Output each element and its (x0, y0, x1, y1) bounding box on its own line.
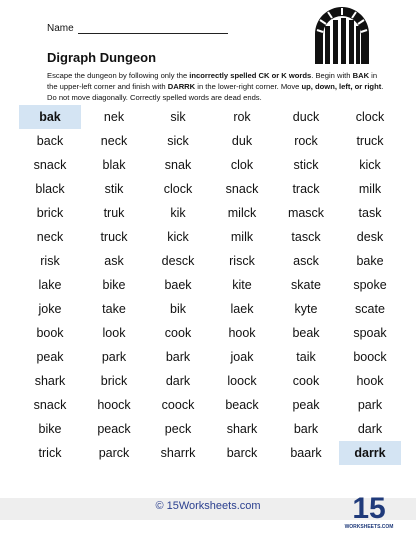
maze-word-cell[interactable]: clok (230, 158, 254, 172)
maze-word-cell[interactable]: stick (293, 158, 319, 172)
maze-word-cell[interactable]: brick (100, 374, 128, 388)
maze-word-cell[interactable]: truck (100, 230, 128, 244)
footer-copyright[interactable]: © 15Worksheets.com (155, 500, 261, 512)
maze-word-cell[interactable]: boock (353, 350, 387, 364)
maze-word-cell[interactable]: peack (97, 422, 131, 436)
maze-word-cell[interactable]: tasck (291, 230, 321, 244)
svg-text:WORKSHEETS.COM: WORKSHEETS.COM (344, 524, 394, 530)
maze-word-cell[interactable]: bark (165, 350, 191, 364)
maze-word-cell[interactable]: baek (164, 278, 192, 292)
maze-word-cell[interactable]: dark (357, 422, 383, 436)
maze-word-cell[interactable]: cook (292, 374, 320, 388)
maze-word-cell[interactable]: bark (293, 422, 319, 436)
maze-word-cell[interactable]: spoak (353, 326, 387, 340)
maze-word-cell[interactable]: book (36, 326, 64, 340)
maze-word-cell[interactable]: clock (355, 110, 385, 124)
maze-word-cell[interactable]: trick (38, 446, 62, 460)
name-input-line[interactable] (78, 23, 228, 34)
maze-word-cell[interactable]: snack (33, 158, 67, 172)
svg-text:15: 15 (352, 492, 386, 525)
maze-word-cell[interactable]: asck (293, 254, 319, 268)
maze-word-cell[interactable]: kik (170, 206, 186, 220)
maze-word-cell[interactable]: nek (103, 110, 125, 124)
maze-word-cell[interactable]: beak (292, 326, 320, 340)
maze-word-cell[interactable]: park (357, 398, 383, 412)
maze-word-cell[interactable]: rock (294, 134, 318, 148)
maze-word-cell[interactable]: desk (356, 230, 384, 244)
maze-word-cell[interactable]: park (101, 350, 127, 364)
maze-word-cell[interactable]: beack (225, 398, 259, 412)
maze-word-cell[interactable]: take (102, 302, 126, 316)
maze-word-cell[interactable]: kyte (294, 302, 318, 316)
maze-word-cell[interactable]: clock (163, 182, 193, 196)
maze-word-cell[interactable]: dark (165, 374, 191, 388)
maze-word-cell[interactable]: kick (167, 230, 189, 244)
start-cell[interactable]: bak (19, 105, 81, 129)
maze-word-cell[interactable]: neck (100, 134, 128, 148)
finish-cell[interactable]: darrk (339, 441, 401, 465)
maze-word-cell[interactable]: sik (170, 110, 186, 124)
maze-word-cell[interactable]: look (102, 326, 126, 340)
maze-word-cell[interactable]: bik (170, 302, 186, 316)
maze-word-cell[interactable]: snack (33, 398, 67, 412)
maze-word-cell[interactable]: back (36, 134, 64, 148)
maze-word-cell[interactable]: coock (161, 398, 195, 412)
maze-word-cell[interactable]: milk (230, 230, 254, 244)
maze-word-cell[interactable]: task (358, 206, 382, 220)
maze-word-cell[interactable]: truck (356, 134, 384, 148)
maze-word-cell[interactable]: milck (227, 206, 257, 220)
maze-word-cell[interactable]: snak (164, 158, 192, 172)
maze-word-cell[interactable]: snack (225, 182, 259, 196)
maze-word-cell[interactable]: peak (36, 350, 64, 364)
maze-word-cell[interactable]: neck (36, 230, 64, 244)
maze-word-cell[interactable]: joak (230, 350, 254, 364)
maze-word-cell[interactable]: duck (292, 110, 320, 124)
maze-word-cell[interactable]: sick (167, 134, 189, 148)
maze-word-cell[interactable]: bake (356, 254, 384, 268)
instructions: Escape the dungeon by following only the incorrectly spelled CK or K words. Begin with BAK in the upper-left corner and finish with DARRK in the lower-right corner. Move up, down, left, or right. Do not move diagonally. Correctly spelled words are dead ends. (47, 71, 384, 102)
maze-word-cell[interactable]: rok (233, 110, 251, 124)
maze-word-cell[interactable]: black (35, 182, 65, 196)
maze-word-cell[interactable]: brick (36, 206, 64, 220)
maze-word-cell[interactable]: milk (358, 182, 382, 196)
maze-word-cell[interactable]: shark (34, 374, 66, 388)
maze-word-cell[interactable]: skate (291, 278, 321, 292)
maze-word-cell[interactable]: loock (227, 374, 257, 388)
maze-word-cell[interactable]: duk (231, 134, 253, 148)
maze-word-cell[interactable]: joke (38, 302, 62, 316)
maze-word-cell[interactable]: ask (104, 254, 124, 268)
maze-word-cell[interactable]: hoock (97, 398, 131, 412)
maze-word-cell[interactable]: kite (232, 278, 252, 292)
dungeon-door-icon (311, 6, 373, 64)
name-field-row (47, 23, 228, 34)
maze-word-cell[interactable]: bike (102, 278, 126, 292)
worksheets-logo (344, 488, 394, 532)
maze-word-cell[interactable]: truk (103, 206, 125, 220)
maze-word-cell[interactable]: lake (38, 278, 62, 292)
maze-word-cell[interactable]: blak (102, 158, 126, 172)
maze-word-cell[interactable]: spoke (353, 278, 387, 292)
name-label: Name (47, 23, 74, 34)
maze-word-cell[interactable]: scate (355, 302, 385, 316)
maze-word-cell[interactable]: stik (104, 182, 124, 196)
word-maze-grid (19, 105, 401, 465)
maze-word-cell[interactable]: masck (287, 206, 325, 220)
maze-word-cell[interactable]: kick (359, 158, 381, 172)
maze-word-cell[interactable]: bike (38, 422, 62, 436)
maze-word-cell[interactable]: taik (296, 350, 316, 364)
maze-word-cell[interactable]: parck (98, 446, 130, 460)
maze-word-cell[interactable]: risk (40, 254, 60, 268)
maze-word-cell[interactable]: hook (228, 326, 256, 340)
maze-word-cell[interactable]: barck (226, 446, 258, 460)
maze-word-cell[interactable]: baark (290, 446, 322, 460)
maze-word-cell[interactable]: peck (164, 422, 192, 436)
maze-word-cell[interactable]: hook (356, 374, 384, 388)
maze-word-cell[interactable]: risck (229, 254, 255, 268)
maze-word-cell[interactable]: cook (164, 326, 192, 340)
maze-word-cell[interactable]: shark (226, 422, 258, 436)
maze-word-cell[interactable]: peak (292, 398, 320, 412)
maze-word-cell[interactable]: sharrk (160, 446, 196, 460)
page-title: Digraph Dungeon (47, 50, 157, 65)
maze-word-cell[interactable]: track (292, 182, 320, 196)
maze-word-cell[interactable]: laek (230, 302, 254, 316)
maze-word-cell[interactable]: desck (161, 254, 195, 268)
